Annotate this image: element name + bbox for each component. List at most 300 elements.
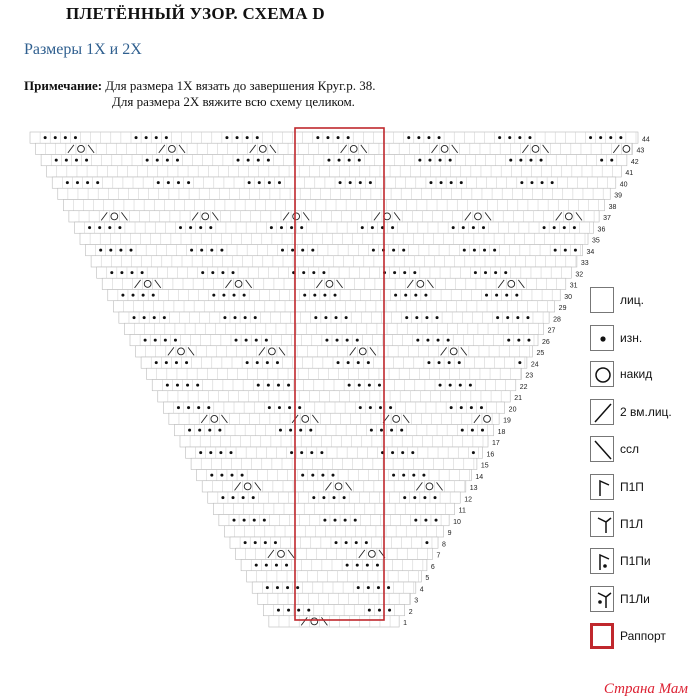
purl-mark (411, 451, 414, 454)
chart-row (47, 166, 622, 177)
purl-mark (380, 429, 383, 432)
purl-mark (199, 226, 202, 229)
purl-mark (505, 294, 508, 297)
row-number: 37 (603, 215, 611, 222)
purl-mark (543, 226, 546, 229)
knit-box-icon (590, 287, 614, 313)
purl-mark (426, 339, 429, 342)
row-number: 25 (536, 350, 545, 357)
purl-mark (367, 586, 370, 589)
purl-mark (232, 271, 235, 274)
purl-mark (387, 586, 390, 589)
purl-mark (322, 271, 325, 274)
purl-mark (98, 226, 101, 229)
purl-mark (377, 586, 380, 589)
purl-mark (221, 496, 224, 499)
purl-mark (248, 181, 251, 184)
purl-mark (96, 181, 99, 184)
purl-mark (321, 474, 324, 477)
purl-mark (378, 609, 381, 612)
page-title: ПЛЕТЁННЫЙ УЗОР. СХЕМА D (66, 4, 325, 23)
purl-mark (316, 136, 319, 139)
row-number: 38 (608, 203, 617, 211)
purl-mark (288, 406, 291, 409)
chart-row (269, 616, 399, 627)
row-number: 7 (436, 552, 441, 560)
purl-mark (145, 136, 148, 139)
purl-mark (345, 316, 348, 319)
purl-mark (190, 249, 193, 252)
purl-mark (268, 406, 271, 409)
row-number: 10 (453, 518, 461, 526)
purl-mark (86, 181, 89, 184)
purl-mark (427, 361, 430, 364)
chart-row (141, 357, 527, 368)
legend-label: П1П (620, 480, 644, 494)
row-number: 36 (597, 226, 606, 234)
purl-mark (207, 406, 210, 409)
purl-mark (346, 339, 349, 342)
purl-mark (553, 226, 556, 229)
purl-mark (208, 429, 211, 432)
purl-mark (600, 159, 603, 162)
purl-mark (301, 249, 304, 252)
purl-mark (270, 226, 273, 229)
purl-mark (296, 586, 299, 589)
purl-mark (452, 226, 455, 229)
row-number: 8 (442, 541, 446, 549)
row-number: 44 (642, 136, 650, 144)
purl-mark (460, 406, 463, 409)
purl-mark (177, 406, 180, 409)
purl-mark (133, 316, 136, 319)
purl-mark (233, 294, 236, 297)
purl-mark (258, 181, 261, 184)
row-number: 17 (492, 440, 500, 447)
row-number: 12 (464, 496, 473, 504)
purl-mark (209, 451, 212, 454)
purl-mark (484, 271, 487, 274)
purl-mark (179, 226, 182, 229)
chart-row (80, 233, 588, 244)
row-number: 31 (569, 282, 578, 290)
purl-mark (472, 226, 475, 229)
purl-mark (157, 181, 160, 184)
purl-mark (469, 384, 472, 387)
purl-mark (378, 384, 381, 387)
purl-mark (407, 136, 410, 139)
row-number: 2 (408, 608, 413, 616)
repeat-box-icon (590, 623, 614, 649)
purl-mark (257, 384, 260, 387)
purl-mark (252, 496, 255, 499)
purl-mark (334, 294, 337, 297)
purl-mark (196, 384, 199, 387)
ssk-backslash-icon (590, 436, 614, 462)
purl-mark (574, 249, 577, 252)
note-label: Примечание: (24, 78, 103, 93)
purl-mark (509, 159, 512, 162)
chart-row (236, 548, 433, 559)
purl-mark (327, 159, 330, 162)
purl-mark (211, 271, 214, 274)
purl-mark (369, 406, 372, 409)
row-number: 42 (630, 158, 639, 166)
purl-mark (303, 294, 306, 297)
purl-mark (234, 316, 237, 319)
purl-mark (508, 136, 511, 139)
purl-mark (403, 271, 406, 274)
purl-mark (246, 136, 249, 139)
purl-mark (609, 136, 612, 139)
purl-mark (504, 271, 507, 274)
purl-mark (379, 406, 382, 409)
chart-row (130, 335, 538, 346)
legend-label: 2 вм.лиц. (620, 405, 672, 419)
chart-row (91, 256, 577, 267)
purl-mark (359, 181, 362, 184)
purl-mark (394, 294, 397, 297)
purl-mark (198, 429, 201, 432)
purl-mark (368, 384, 371, 387)
chart-row (119, 312, 549, 323)
purl-mark (428, 159, 431, 162)
purl-mark (403, 496, 406, 499)
purl-mark (528, 136, 531, 139)
legend-label: П1Ли (620, 592, 650, 606)
purl-mark (366, 564, 369, 567)
purl-mark (438, 136, 441, 139)
purl-mark (55, 159, 58, 162)
purl-mark (121, 294, 124, 297)
purl-mark (120, 271, 123, 274)
purl-mark (540, 159, 543, 162)
purl-increase-right-icon (590, 548, 614, 574)
purl-mark (440, 181, 443, 184)
row-number: 26 (542, 338, 550, 346)
purl-mark (413, 496, 416, 499)
purl-mark (243, 294, 246, 297)
purl-mark (529, 159, 532, 162)
purl-mark (367, 361, 370, 364)
purl-mark (323, 294, 326, 297)
purl-mark (278, 181, 281, 184)
row-number: 29 (558, 305, 567, 312)
purl-mark (390, 429, 393, 432)
purl-mark (187, 406, 190, 409)
purl-mark (286, 586, 289, 589)
purl-mark (197, 406, 200, 409)
purl-mark (429, 181, 432, 184)
purl-mark (300, 451, 303, 454)
purl-mark (422, 474, 425, 477)
purl-mark (356, 339, 359, 342)
purl-mark (461, 429, 464, 432)
purl-mark (425, 541, 428, 544)
purl-mark (494, 271, 497, 274)
purl-mark (285, 564, 288, 567)
purl-mark (348, 159, 351, 162)
row-number: 15 (480, 462, 489, 470)
chart-row (174, 425, 493, 436)
purl-mark (247, 159, 250, 162)
purl-mark (506, 316, 509, 319)
purl-mark (619, 136, 622, 139)
purl-mark (232, 496, 235, 499)
purl-mark (263, 519, 266, 522)
purl-mark (470, 406, 473, 409)
purl-mark (110, 271, 113, 274)
row-number: 4 (419, 586, 424, 594)
purl-mark (518, 361, 521, 364)
row-number: 9 (447, 530, 452, 537)
purl-mark (253, 519, 256, 522)
purl-mark (460, 181, 463, 184)
purl-mark (118, 226, 121, 229)
purl-mark (256, 136, 259, 139)
purl-mark (146, 159, 149, 162)
purl-mark (463, 249, 466, 252)
legend-label: П1Л (620, 517, 644, 531)
purl-mark (265, 564, 268, 567)
chart-row (147, 368, 522, 379)
purl-mark (449, 384, 452, 387)
purl-mark (155, 361, 158, 364)
purl-mark (485, 294, 488, 297)
purl-mark (337, 136, 340, 139)
purl-mark (307, 609, 310, 612)
row-number: 30 (564, 293, 573, 301)
purl-mark (54, 136, 57, 139)
purl-mark (435, 519, 438, 522)
purl-mark (415, 316, 418, 319)
purl-mark (254, 541, 257, 544)
purl-mark (313, 294, 316, 297)
purl-mark (311, 249, 314, 252)
purl-mark (200, 249, 203, 252)
legend-label: изн. (620, 331, 643, 345)
purl-mark (358, 384, 361, 387)
increase-right-icon (590, 474, 614, 500)
purl-mark (424, 519, 427, 522)
row-number: 6 (430, 563, 435, 571)
purl-mark (563, 226, 566, 229)
purl-mark (278, 406, 281, 409)
purl-mark (325, 339, 328, 342)
purl-mark (109, 249, 112, 252)
purl-mark (246, 361, 249, 364)
purl-mark (222, 294, 225, 297)
purl-mark (163, 316, 166, 319)
row-number: 19 (503, 417, 511, 425)
sizes-subtitle: Размеры 1Х и 2Х (24, 41, 142, 58)
purl-mark (414, 294, 417, 297)
row-number: 20 (508, 406, 517, 414)
purl-mark (388, 609, 391, 612)
purl-mark (209, 226, 212, 229)
chart-row (241, 560, 427, 571)
purl-mark (177, 181, 180, 184)
purl-mark (176, 384, 179, 387)
purl-mark (425, 316, 428, 319)
purl-mark (474, 271, 477, 274)
purl-mark (176, 159, 179, 162)
chart-row (63, 200, 604, 211)
purl-mark (348, 384, 351, 387)
row-number: 11 (458, 507, 466, 515)
purl-mark (135, 136, 138, 139)
purl-mark (275, 564, 278, 567)
purl-mark (346, 564, 349, 567)
purl-mark (357, 586, 360, 589)
purl-mark (551, 181, 554, 184)
purl-mark (235, 339, 238, 342)
purl-mark (152, 294, 155, 297)
purl-mark (368, 609, 371, 612)
purl-mark (276, 586, 279, 589)
purl-mark (244, 541, 247, 544)
purl-mark (166, 159, 169, 162)
purl-mark (186, 384, 189, 387)
purl-mark (424, 294, 427, 297)
purl-mark (144, 339, 147, 342)
chart-row (180, 436, 488, 447)
row-number: 14 (475, 473, 484, 481)
chart-row (97, 267, 572, 278)
row-number: 34 (586, 248, 595, 256)
chart-row (58, 188, 610, 199)
purl-mark (438, 361, 441, 364)
purl-mark (391, 226, 394, 229)
purl-mark (355, 541, 358, 544)
purl-mark (298, 406, 301, 409)
purl-mark (287, 384, 290, 387)
purl-mark (310, 451, 313, 454)
chart-row (124, 323, 543, 334)
purl-mark (175, 361, 178, 364)
purl-mark (189, 226, 192, 229)
row-number: 21 (514, 395, 523, 402)
purl-mark (108, 226, 111, 229)
purl-increase-left-icon (590, 586, 614, 612)
purl-mark (449, 159, 452, 162)
purl-mark (437, 339, 440, 342)
purl-mark (439, 159, 442, 162)
row-number: 39 (614, 192, 623, 200)
purl-mark (400, 429, 403, 432)
purl-mark (220, 474, 223, 477)
purl-mark (266, 586, 269, 589)
purl-mark (142, 294, 145, 297)
purl-mark (610, 159, 613, 162)
purl-mark (357, 361, 360, 364)
purl-mark (517, 339, 520, 342)
purl-mark (462, 226, 465, 229)
purl-mark (448, 361, 451, 364)
purl-mark (212, 294, 215, 297)
chart-row (113, 301, 554, 312)
purl-mark (99, 249, 102, 252)
purl-mark (130, 249, 133, 252)
chart-row (258, 593, 410, 604)
purl-mark (280, 226, 283, 229)
purl-mark (167, 181, 170, 184)
purl-mark (507, 339, 510, 342)
purl-mark (210, 249, 213, 252)
purl-mark (164, 339, 167, 342)
purl-mark (541, 181, 544, 184)
purl-mark (302, 271, 305, 274)
chart-row (136, 346, 533, 357)
row-number: 35 (592, 237, 600, 245)
purl-mark (335, 541, 338, 544)
purl-mark (277, 384, 280, 387)
row-number: 41 (625, 170, 634, 177)
purl-mark (154, 339, 157, 342)
purl-mark (174, 339, 177, 342)
row-number: 1 (403, 620, 408, 627)
purl-mark (393, 271, 396, 274)
purl-mark (290, 451, 293, 454)
purl-mark (482, 226, 485, 229)
purl-mark (201, 271, 204, 274)
purl-mark (65, 159, 68, 162)
chart-row (169, 413, 499, 424)
purl-mark (267, 384, 270, 387)
purl-mark (496, 316, 499, 319)
purl-mark (153, 316, 156, 319)
purl-mark (119, 249, 122, 252)
purl-mark (347, 136, 350, 139)
chart-row (213, 503, 454, 514)
purl-mark (530, 181, 533, 184)
purl-mark (589, 136, 592, 139)
purl-mark (289, 429, 292, 432)
yarn-over-circle-icon (590, 361, 614, 387)
purl-mark (447, 339, 450, 342)
purl-mark (312, 271, 315, 274)
chart-row (30, 132, 638, 143)
purl-mark (391, 451, 394, 454)
purl-mark (244, 316, 247, 319)
purl-mark (281, 249, 284, 252)
purl-mark (311, 474, 314, 477)
chart-row (86, 245, 583, 256)
legend-label: накид (620, 367, 653, 381)
purl-mark (291, 249, 294, 252)
purl-mark (361, 226, 364, 229)
purl-mark (242, 496, 245, 499)
purl-mark (256, 361, 259, 364)
purl-mark (392, 249, 395, 252)
chart-row (69, 211, 599, 222)
purl-mark (185, 361, 188, 364)
purl-mark (599, 136, 602, 139)
row-number: 22 (519, 383, 528, 391)
purl-mark (166, 384, 169, 387)
purl-mark (450, 181, 453, 184)
purl-mark (402, 249, 405, 252)
purl-mark (225, 136, 228, 139)
purl-mark (210, 474, 213, 477)
purl-mark (333, 496, 336, 499)
chart-row (191, 458, 477, 469)
purl-mark (473, 249, 476, 252)
purl-mark (290, 226, 293, 229)
purl-mark (418, 159, 421, 162)
purl-mark (66, 181, 69, 184)
purl-mark (131, 271, 134, 274)
